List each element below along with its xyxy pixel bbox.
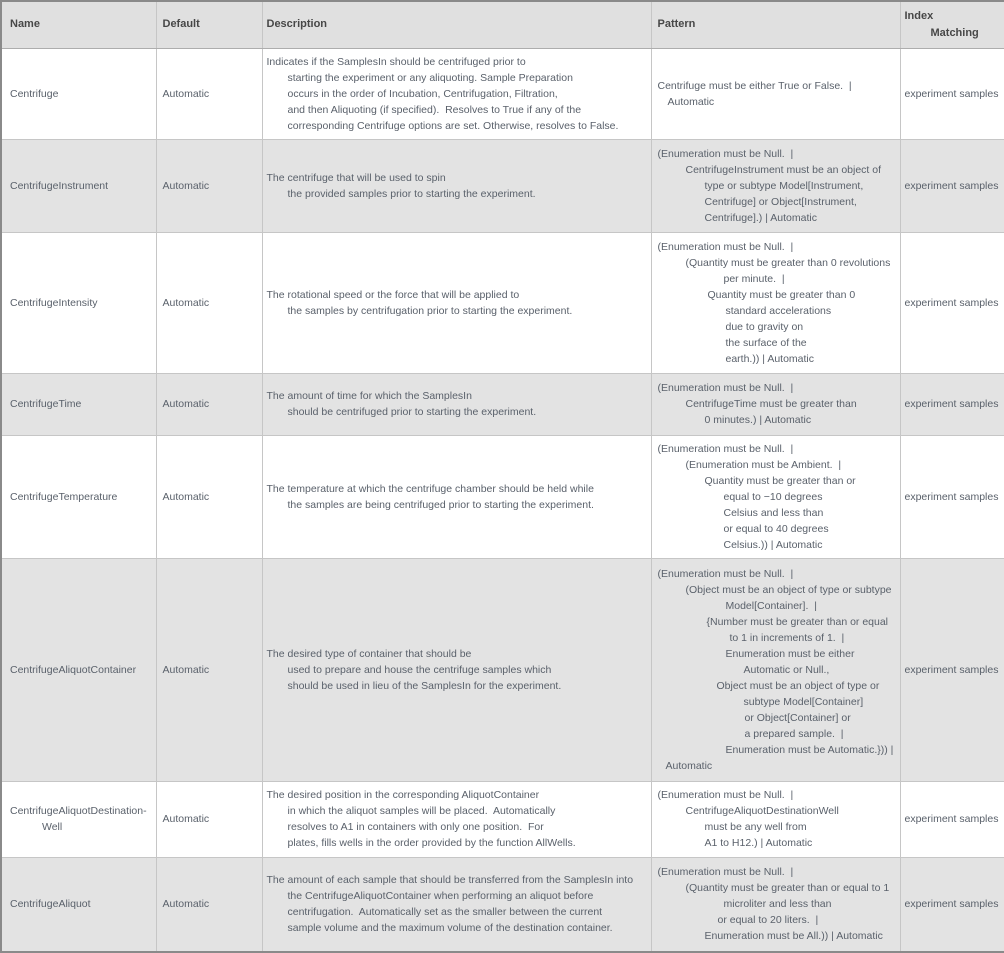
text-line: A1 to H12.) | Automatic <box>704 837 813 849</box>
text-line: Index <box>904 9 934 22</box>
default-value: Automatic <box>162 663 210 676</box>
text-line: Model[Container]. | <box>725 599 817 612</box>
index-matching-value: experiment samples <box>904 898 999 911</box>
option-name-cell <box>1 48 156 139</box>
default-value-cell <box>156 435 262 558</box>
index-matching-value: experiment samples <box>904 490 999 503</box>
text-line: earth.)) | Automatic <box>725 352 815 365</box>
description-cell <box>262 435 651 558</box>
text-line: Default <box>162 18 200 31</box>
text-line: occurs in the order of Incubation, Centrifugation, Filtration, <box>287 87 558 100</box>
text-line: due to gravity on <box>725 320 804 333</box>
text-line: centrifugation. Automatically set as the smaller between the current <box>287 906 603 919</box>
text-line: CentrifugeAliquotDestinationWell <box>685 805 839 817</box>
table-row <box>1 139 1004 232</box>
column-header-default <box>156 1 262 48</box>
default-value-cell <box>156 373 262 435</box>
default-value-cell <box>156 232 262 373</box>
text-line: Quantity must be greater than or <box>704 474 856 487</box>
text-line: Description <box>266 18 328 31</box>
text-line: the CentrifugeAliquotContainer when performing an aliquot before <box>287 890 594 903</box>
text-line: Centrifuge <box>10 87 59 100</box>
text-line: CentrifugeTime <box>10 398 82 410</box>
table-row <box>1 781 1004 857</box>
pattern-cell <box>651 373 900 435</box>
text-line: type or subtype Model[Instrument, <box>704 179 864 192</box>
text-line: a prepared sample. | <box>744 727 844 740</box>
description-cell <box>262 48 651 139</box>
text-line: resolves to A1 in containers with only one position. For <box>287 821 544 833</box>
pattern-cell <box>651 232 900 373</box>
pattern-cell <box>651 558 900 781</box>
text-line: Centrifuge must be either True or False. | <box>657 79 852 92</box>
header-row <box>1 1 1004 48</box>
text-line: the samples by centrifugation prior to starting the experiment. <box>287 304 573 317</box>
description-cell <box>262 857 651 952</box>
default-value-cell <box>156 781 262 857</box>
option-name-cell <box>1 558 156 781</box>
text-line: CentrifugeAliquotDestination- <box>10 805 147 817</box>
text-line: and then Aliquoting (if specified). Resolves to True if any of the <box>287 103 582 116</box>
column-header-name <box>1 1 156 48</box>
text-line: to 1 in increments of 1. | <box>729 631 845 644</box>
pattern-cell <box>651 139 900 232</box>
index-matching-cell <box>900 232 1004 373</box>
text-line: the provided samples prior to starting the experiment. <box>287 187 536 200</box>
index-matching-cell <box>900 373 1004 435</box>
text-line: sample volume and the maximum volume of the destination container. <box>287 922 613 935</box>
default-value-cell <box>156 857 262 952</box>
table-row <box>1 435 1004 558</box>
option-name-cell <box>1 373 156 435</box>
text-line: or equal to 20 liters. | <box>717 914 819 927</box>
description-cell <box>262 373 651 435</box>
text-line: or Object[Container] or <box>744 711 851 724</box>
table-body <box>1 48 1004 952</box>
text-line: standard accelerations <box>725 304 832 317</box>
text-line: plates, fills wells in the order provided by the function AllWells. <box>287 837 576 849</box>
text-line: CentrifugeAliquot <box>10 898 91 911</box>
text-line: CentrifugeAliquotContainer <box>10 663 137 676</box>
text-line: starting the experiment or any aliquoting. Sample Preparation <box>287 71 573 84</box>
text-line: CentrifugeInstrument must be an object of <box>685 163 882 176</box>
default-value-cell <box>156 558 262 781</box>
text-line: The amount of time for which the SamplesIn <box>266 390 472 402</box>
table-row <box>1 373 1004 435</box>
option-name-cell <box>1 857 156 952</box>
text-line: (Enumeration must be Null. | <box>657 567 794 580</box>
default-value: Automatic <box>162 179 210 192</box>
text-line: (Enumeration must be Ambient. | <box>685 458 842 471</box>
text-line: (Enumeration must be Null. | <box>657 789 794 801</box>
text-line: The desired position in the corresponding AliquotContainer <box>266 789 540 801</box>
text-line: The amount of each sample that should be transferred from the SamplesIn into <box>266 874 634 887</box>
text-line: or equal to 40 degrees <box>723 522 829 535</box>
table-header <box>1 1 1004 48</box>
text-line: (Enumeration must be Null. | <box>657 442 794 455</box>
index-matching-value: experiment samples <box>904 663 999 676</box>
text-line: CentrifugeInstrument <box>10 179 109 192</box>
default-value: Automatic <box>162 398 210 410</box>
text-line: The rotational speed or the force that will be applied to <box>266 288 520 301</box>
text-line: 0 minutes.) | Automatic <box>704 414 812 426</box>
text-line: Enumeration must be All.)) | Automatic <box>704 930 883 943</box>
index-matching-cell <box>900 857 1004 952</box>
table-row <box>1 232 1004 373</box>
text-line: Name <box>10 18 40 31</box>
text-line: used to prepare and house the centrifuge samples which <box>287 663 552 676</box>
default-value-cell <box>156 48 262 139</box>
text-line: (Quantity must be greater than or equal to 1 <box>685 882 890 895</box>
text-line: (Enumeration must be Null. | <box>657 147 794 160</box>
pattern-cell <box>651 435 900 558</box>
text-line: Celsius.)) | Automatic <box>723 538 823 551</box>
option-name-cell <box>1 781 156 857</box>
default-value: Automatic <box>162 296 210 309</box>
default-value: Automatic <box>162 898 210 911</box>
text-line: Centrifuge] or Object[Instrument, <box>704 195 857 208</box>
text-line: corresponding Centrifuge options are set. Otherwise, resolves to False. <box>287 119 619 132</box>
text-line: {Number must be greater than or equal <box>706 615 889 628</box>
text-line: Automatic or Null., <box>743 663 830 676</box>
text-line: Object must be an object of type or <box>716 679 880 692</box>
text-line: Automatic <box>665 759 713 772</box>
description-cell <box>262 558 651 781</box>
text-line: CentrifugeTemperature <box>10 490 118 503</box>
index-matching-cell <box>900 558 1004 781</box>
index-matching-value: experiment samples <box>904 813 999 825</box>
text-line: Automatic <box>667 95 715 108</box>
index-matching-value: experiment samples <box>904 87 999 100</box>
option-name-cell <box>1 435 156 558</box>
column-header-description <box>262 1 651 48</box>
text-line: (Quantity must be greater than 0 revolutions <box>685 256 891 269</box>
index-matching-value: experiment samples <box>904 296 999 309</box>
text-line: should be centrifuged prior to starting the experiment. <box>287 406 537 418</box>
text-line: microliter and less than <box>723 898 832 911</box>
text-line: Celsius and less than <box>723 506 824 519</box>
text-line: CentrifugeIntensity <box>10 296 98 309</box>
pattern-cell <box>651 48 900 139</box>
text-line: The centrifuge that will be used to spin <box>266 171 446 184</box>
text-line: CentrifugeTime must be greater than <box>685 398 857 410</box>
text-line: Well <box>42 821 63 833</box>
pattern-cell <box>651 857 900 952</box>
default-value: Automatic <box>162 813 210 825</box>
description-cell <box>262 232 651 373</box>
text-line: subtype Model[Container] <box>743 695 864 708</box>
option-name-cell <box>1 232 156 373</box>
index-matching-cell <box>900 781 1004 857</box>
text-line: must be any well from <box>704 821 807 833</box>
option-name-cell <box>1 139 156 232</box>
column-header-pattern <box>651 1 900 48</box>
column-header-index-matching <box>900 1 1004 48</box>
text-line: (Enumeration must be Null. | <box>657 382 794 394</box>
text-line: Enumeration must be either <box>725 647 855 660</box>
text-line: The temperature at which the centrifuge chamber should be held while <box>266 482 594 495</box>
table-row <box>1 558 1004 781</box>
default-value: Automatic <box>162 87 210 100</box>
description-cell <box>262 781 651 857</box>
pattern-cell <box>651 781 900 857</box>
text-line: the surface of the <box>725 336 807 349</box>
text-line: in which the aliquot samples will be placed. Automatically <box>287 805 556 817</box>
text-line: (Enumeration must be Null. | <box>657 240 794 253</box>
text-line: Indicates if the SamplesIn should be centrifuged prior to <box>266 55 526 68</box>
text-line: Enumeration must be Automatic.})) | <box>725 743 894 756</box>
text-line: should be used in lieu of the SamplesIn for the experiment. <box>287 679 562 692</box>
index-matching-cell <box>900 139 1004 232</box>
table-row <box>1 48 1004 139</box>
text-line: equal to −10 degrees <box>723 490 823 503</box>
text-line: the samples are being centrifuged prior to starting the experiment. <box>287 498 594 511</box>
index-matching-cell <box>900 48 1004 139</box>
text-line: Matching <box>930 26 979 39</box>
text-line: (Object must be an object of type or subtype <box>685 583 892 596</box>
default-value: Automatic <box>162 490 210 503</box>
text-line: Quantity must be greater than 0 <box>707 288 856 301</box>
table-row <box>1 857 1004 952</box>
text-line: per minute. | <box>723 272 785 285</box>
text-line: Pattern <box>657 18 696 31</box>
index-matching-cell <box>900 435 1004 558</box>
index-matching-value: experiment samples <box>904 398 999 410</box>
text-line: The desired type of container that should be <box>266 647 472 660</box>
default-value-cell <box>156 139 262 232</box>
description-cell <box>262 139 651 232</box>
text-line: Centrifuge].) | Automatic <box>704 211 817 224</box>
index-matching-value: experiment samples <box>904 179 999 192</box>
text-line: (Enumeration must be Null. | <box>657 866 794 879</box>
